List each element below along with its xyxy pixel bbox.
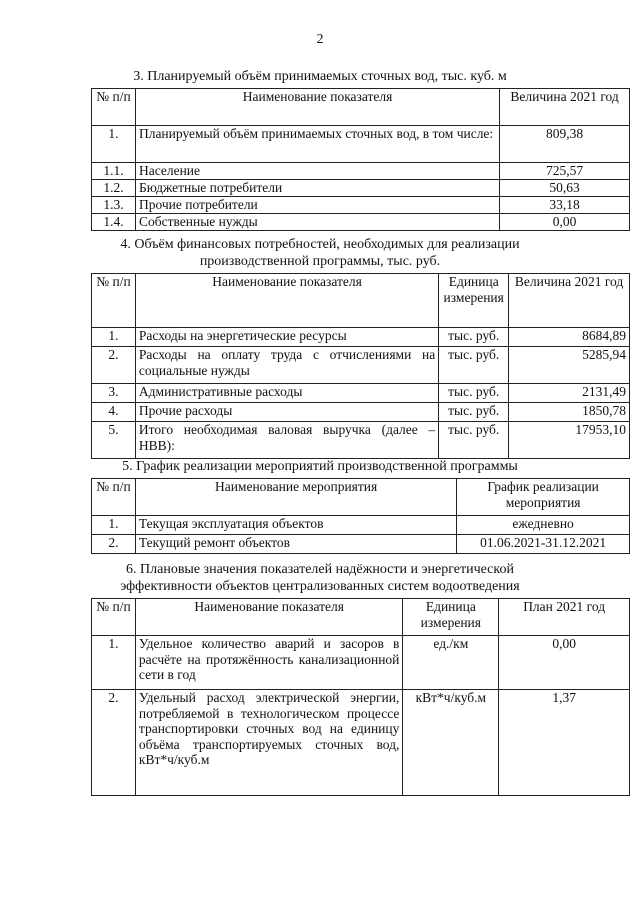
row-plan: 1,37 bbox=[499, 690, 630, 796]
financial-needs-table bbox=[91, 273, 630, 459]
row-num: 2. bbox=[92, 347, 136, 384]
table-row bbox=[92, 516, 630, 535]
header-plan: План 2021 год bbox=[499, 599, 630, 636]
section-6-title-line-1: 6. Плановые значения показателей надёжности и энергетической bbox=[126, 562, 514, 577]
row-value: 17953,10 bbox=[509, 422, 630, 459]
section-6-title-line-2: эффективности объектов централизованных систем водоотведения bbox=[120, 579, 520, 594]
row-num: 3. bbox=[92, 384, 136, 403]
header-name: Наименование мероприятия bbox=[135, 479, 456, 516]
indicators-table bbox=[91, 598, 630, 796]
row-num: 1. bbox=[92, 328, 136, 347]
header-name: Наименование показателя bbox=[135, 89, 499, 126]
row-num: 1.4. bbox=[92, 214, 136, 231]
row-unit: тыс. руб. bbox=[439, 384, 509, 403]
table-header-row bbox=[92, 274, 630, 328]
row-name: Текущая эксплуатация объектов bbox=[135, 516, 456, 535]
section-4-title-line-2: производственной программы, тыс. руб. bbox=[199, 254, 441, 269]
row-value: 2131,49 bbox=[509, 384, 630, 403]
row-schedule: 01.06.2021-31.12.2021 bbox=[457, 535, 630, 554]
row-num: 2. bbox=[92, 690, 136, 796]
row-name: Расходы на энергетические ресурсы bbox=[135, 328, 438, 347]
row-unit: тыс. руб. bbox=[439, 347, 509, 384]
table-row bbox=[92, 422, 630, 459]
table-row bbox=[92, 636, 630, 690]
row-value: 50,63 bbox=[500, 180, 630, 197]
header-unit: Единица измерения bbox=[439, 274, 509, 328]
table-header-row bbox=[92, 89, 630, 126]
header-name: Наименование показателя bbox=[135, 274, 438, 328]
row-unit: ед./км bbox=[403, 636, 499, 690]
header-num: № п/п bbox=[92, 89, 136, 126]
row-unit: тыс. руб. bbox=[439, 328, 509, 347]
row-schedule: ежедневно bbox=[457, 516, 630, 535]
row-name: Бюджетные потребители bbox=[135, 180, 499, 197]
section-3-title: 3. Планируемый объём принимаемых сточных вод, тыс. куб. м bbox=[133, 69, 507, 84]
table-row bbox=[92, 690, 630, 796]
row-num: 1. bbox=[92, 636, 136, 690]
table-row bbox=[92, 403, 630, 422]
row-name: Административные расходы bbox=[135, 384, 438, 403]
header-num: № п/п bbox=[92, 479, 136, 516]
row-value: 725,57 bbox=[500, 163, 630, 180]
row-num: 1. bbox=[92, 516, 136, 535]
row-name: Удельный расход электрической энергии, потребляемой в технологическом процессе транспортировки сточных вод на единицу объёма транспортируемых сточных вод, кВт*ч/куб.м bbox=[135, 690, 402, 796]
row-name: Население bbox=[135, 163, 499, 180]
row-value: 0,00 bbox=[500, 214, 630, 231]
row-num: 5. bbox=[92, 422, 136, 459]
row-unit: тыс. руб. bbox=[439, 403, 509, 422]
table-header-row bbox=[92, 479, 630, 516]
row-name: Расходы на оплату труда с отчислениями на социальные нужды bbox=[135, 347, 438, 384]
row-num: 1. bbox=[92, 126, 136, 163]
row-value: 1850,78 bbox=[509, 403, 630, 422]
row-plan: 0,00 bbox=[499, 636, 630, 690]
row-num: 1.3. bbox=[92, 197, 136, 214]
header-value: Величина 2021 год bbox=[500, 89, 630, 126]
row-num: 2. bbox=[92, 535, 136, 554]
header-unit: Единица измерения bbox=[403, 599, 499, 636]
row-num: 1.2. bbox=[92, 180, 136, 197]
row-unit: тыс. руб. bbox=[439, 422, 509, 459]
schedule-table bbox=[91, 478, 630, 554]
page-number: 2 bbox=[316, 32, 324, 47]
table-row bbox=[92, 126, 630, 163]
header-name: Наименование показателя bbox=[135, 599, 402, 636]
planned-volume-table bbox=[91, 88, 630, 231]
table-row bbox=[92, 163, 630, 180]
row-name: Удельное количество аварий и засоров в расчёте на протяжённость канализационной сети в год bbox=[135, 636, 402, 690]
row-name: Собственные нужды bbox=[135, 214, 499, 231]
header-num: № п/п bbox=[92, 599, 136, 636]
row-name: Прочие расходы bbox=[135, 403, 438, 422]
row-value: 8684,89 bbox=[509, 328, 630, 347]
section-4-title-line-1: 4. Объём финансовых потребностей, необходимых для реализации bbox=[120, 237, 520, 252]
table-header-row bbox=[92, 599, 630, 636]
table-row bbox=[92, 347, 630, 384]
row-name: Планируемый объём принимаемых сточных вод, в том числе: bbox=[135, 126, 499, 163]
section-5-title: 5. График реализации мероприятий производственной программы bbox=[122, 459, 518, 474]
row-name: Текущий ремонт объектов bbox=[135, 535, 456, 554]
row-name: Итого необходимая валовая выручка (далее – НВВ): bbox=[135, 422, 438, 459]
row-name: Прочие потребители bbox=[135, 197, 499, 214]
header-value: Величина 2021 год bbox=[509, 274, 630, 328]
table-row bbox=[92, 384, 630, 403]
table-row bbox=[92, 214, 630, 231]
table-row bbox=[92, 535, 630, 554]
row-value: 33,18 bbox=[500, 197, 630, 214]
table-row bbox=[92, 328, 630, 347]
table-row bbox=[92, 197, 630, 214]
row-value: 5285,94 bbox=[509, 347, 630, 384]
row-num: 1.1. bbox=[92, 163, 136, 180]
table-row bbox=[92, 180, 630, 197]
row-value: 809,38 bbox=[500, 126, 630, 163]
header-num: № п/п bbox=[92, 274, 136, 328]
header-schedule: График реализации мероприятия bbox=[457, 479, 630, 516]
row-unit: кВт*ч/куб.м bbox=[403, 690, 499, 796]
row-num: 4. bbox=[92, 403, 136, 422]
